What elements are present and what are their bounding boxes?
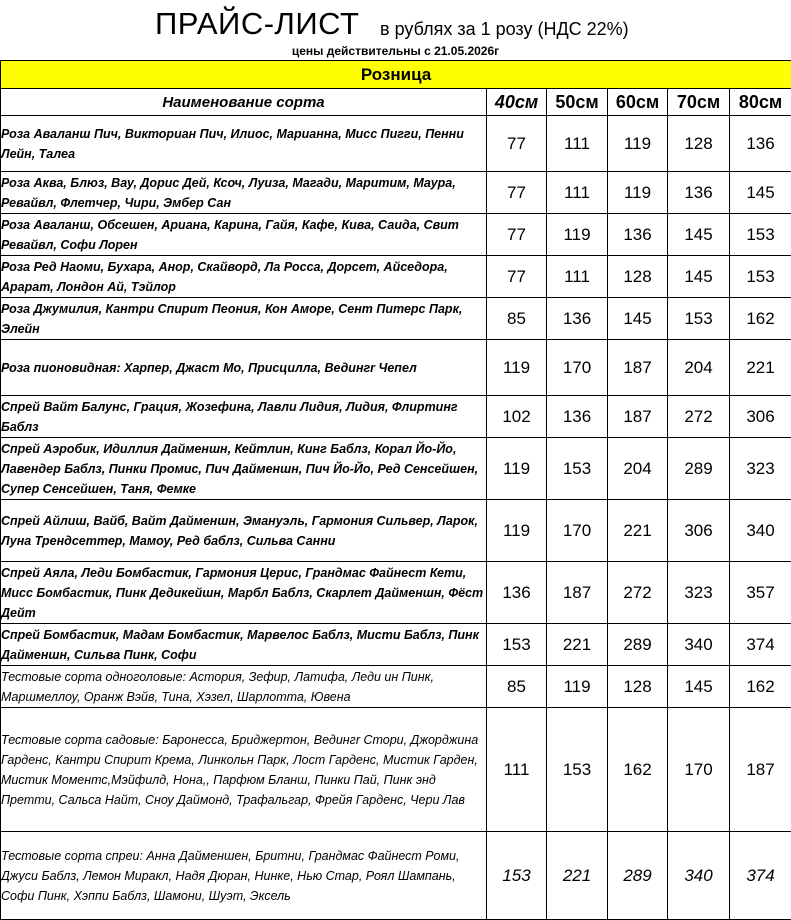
table-row: [1, 172, 791, 214]
variety-name: Спрей Айлиш, Вайб, Вайт Дайменшн, Эмануэль, Гармония Сильвер, Ларок, Луна Трендсеттер, Мамоу, Ред баблз, Сильва Санни: [1, 500, 487, 562]
price-cell: 77: [487, 214, 547, 256]
price-cell: 187: [730, 708, 791, 832]
price-cell: 221: [730, 340, 791, 396]
price-cell: 153: [668, 298, 730, 340]
column-header-size: 60см: [608, 89, 668, 116]
price-cell: 153: [487, 624, 547, 666]
column-header-size: 70см: [668, 89, 730, 116]
price-cell: 204: [668, 340, 730, 396]
table-row: [1, 832, 791, 920]
price-cell: 153: [730, 214, 791, 256]
price-cell: 170: [547, 340, 608, 396]
price-cell: 119: [608, 116, 668, 172]
price-cell: 136: [668, 172, 730, 214]
validity-note: цены действительны с 21.05.2026г: [0, 44, 791, 58]
price-cell: 357: [730, 562, 791, 624]
price-cell: 272: [668, 396, 730, 438]
price-cell: 102: [487, 396, 547, 438]
table-row: [1, 500, 791, 562]
section-title: Розница: [1, 61, 791, 89]
price-cell: 77: [487, 172, 547, 214]
price-cell: 162: [730, 298, 791, 340]
price-cell: 187: [608, 396, 668, 438]
price-cell: 306: [730, 396, 791, 438]
variety-name: Спрей Аяла, Леди Бомбастик, Гармония Церис, Грандмас Файнест Кети, Мисс Бомбастик, Пинк Дедикейшн, Марбл Баблз, Скарлет Дайменшн, Фёст Дейт: [1, 562, 487, 624]
price-cell: 119: [487, 340, 547, 396]
table-row: [1, 438, 791, 500]
price-cell: 119: [608, 172, 668, 214]
table-row: [1, 666, 791, 708]
price-cell: 153: [547, 708, 608, 832]
table-row: [1, 340, 791, 396]
price-cell: 111: [547, 116, 608, 172]
price-cell: 136: [547, 298, 608, 340]
variety-name: Тестовые сорта садовые: Баронесса, Бриджертон, Ведингr Стори, Джорджина Гарденс, Кантри Спирит Крема, Линкольн Парк, Лост Гарденс, Мистик Гарден, Мистик Моментс,Мэйфилд, Нона,, Парфюм Бланш, Пинки Пай, Пинк энд Претти, Сальса Найт, Сноу Даймонд, Трафальгар, Фрейя Гарденс, Чери Лав: [1, 708, 487, 832]
price-cell: 128: [608, 256, 668, 298]
price-cell: 136: [547, 396, 608, 438]
currency-note: в рублях за 1 розу (НДС 22%): [380, 19, 629, 40]
price-cell: 170: [547, 500, 608, 562]
price-cell: 374: [730, 624, 791, 666]
variety-name: Роза Аваланш Пич, Викториан Пич, Илиос, Марианна, Мисс Пигги, Пенни Лейн, Талеа: [1, 116, 487, 172]
price-cell: 145: [668, 256, 730, 298]
price-table: [0, 60, 791, 920]
price-cell: 340: [668, 832, 730, 920]
price-cell: 162: [608, 708, 668, 832]
table-row: [1, 396, 791, 438]
price-cell: 289: [608, 624, 668, 666]
price-cell: 77: [487, 256, 547, 298]
price-cell: 289: [668, 438, 730, 500]
table-row: [1, 298, 791, 340]
price-cell: 85: [487, 298, 547, 340]
price-cell: 289: [608, 832, 668, 920]
variety-name: Роза Ред Наоми, Бухара, Анор, Скайворд, Ла Росса, Дорсет, Айседора, Арарат, Лондон Ай, Тэйлор: [1, 256, 487, 298]
price-cell: 204: [608, 438, 668, 500]
table-row: [1, 624, 791, 666]
price-cell: 374: [730, 832, 791, 920]
price-cell: 128: [608, 666, 668, 708]
price-cell: 77: [487, 116, 547, 172]
variety-name: Роза пионовидная: Харпер, Джаст Мо, Присцилла, Ведингr Чепел: [1, 340, 487, 396]
price-cell: 323: [730, 438, 791, 500]
price-cell: 187: [547, 562, 608, 624]
section-header-row: [1, 61, 791, 89]
price-cell: 170: [668, 708, 730, 832]
price-cell: 145: [608, 298, 668, 340]
price-cell: 136: [730, 116, 791, 172]
variety-name: Спрей Бомбастик, Мадам Бомбастик, Марвелос Баблз, Мисти Баблз, Пинк Дайменшн, Сильва Пинк, Софи: [1, 624, 487, 666]
price-cell: 153: [547, 438, 608, 500]
page-title: ПРАЙС-ЛИСТ: [155, 6, 359, 42]
column-header-size: 50см: [547, 89, 608, 116]
price-cell: 221: [547, 624, 608, 666]
variety-name: Роза Аква, Блюз, Вау, Дорис Дей, Ксоч, Луиза, Магади, Маритим, Маура, Ревайвл, Флетчер, Чири, Эмбер Сан: [1, 172, 487, 214]
price-cell: 128: [668, 116, 730, 172]
variety-name: Роза Аваланш, Обсешен, Ариана, Карина, Гайя, Кафе, Кива, Саида, Свит Ревайвл, Софи Лорен: [1, 214, 487, 256]
price-cell: 162: [730, 666, 791, 708]
price-cell: 187: [608, 340, 668, 396]
column-header-name: Наименование сорта: [1, 89, 487, 116]
price-cell: 340: [668, 624, 730, 666]
price-cell: 136: [487, 562, 547, 624]
price-cell: 111: [487, 708, 547, 832]
price-cell: 85: [487, 666, 547, 708]
table-row: [1, 214, 791, 256]
price-cell: 145: [668, 666, 730, 708]
price-cell: 221: [547, 832, 608, 920]
price-cell: 111: [547, 172, 608, 214]
price-cell: 136: [608, 214, 668, 256]
variety-name: Тестовые сорта одноголовые: Астория, Зефир, Латифа, Леди ин Пинк, Маршмеллоу, Оранж Вэйв, Тина, Хэзел, Шарлотта, Ювена: [1, 666, 487, 708]
column-header-row: [1, 89, 791, 116]
table-row: [1, 708, 791, 832]
table-row: [1, 116, 791, 172]
price-cell: 153: [487, 832, 547, 920]
price-cell: 145: [668, 214, 730, 256]
price-cell: 221: [608, 500, 668, 562]
price-cell: 111: [547, 256, 608, 298]
price-cell: 153: [730, 256, 791, 298]
variety-name: Тестовые сорта спреи: Анна Дайменшен, Бритни, Грандмас Файнест Роми, Джуси Баблз, Лемон Миракл, Надя Дюран, Нинке, Нью Стар, Роял Шампань, Софи Пинк, Хэппи Баблз, Шамони, Шуэт, Эксель: [1, 832, 487, 920]
table-row: [1, 562, 791, 624]
price-cell: 119: [487, 500, 547, 562]
column-header-size: 80см: [730, 89, 791, 116]
price-cell: 323: [668, 562, 730, 624]
price-list-header: [0, 0, 791, 60]
price-cell: 119: [487, 438, 547, 500]
table-row: [1, 256, 791, 298]
price-cell: 119: [547, 666, 608, 708]
price-cell: 145: [730, 172, 791, 214]
price-cell: 119: [547, 214, 608, 256]
price-cell: 306: [668, 500, 730, 562]
price-cell: 272: [608, 562, 668, 624]
variety-name: Спрей Аэробик, Идиллия Дайменшн, Кейтлин, Кинг Баблз, Корал Йо-Йо, Лавендер Баблз, Пинки Промис, Пич Дайменшн, Пич Йо-Йо, Ред Сенсейшен, Супер Сенсейшен, Таня, Фемке: [1, 438, 487, 500]
variety-name: Спрей Вайт Балунс, Грация, Жозефина, Лавли Лидия, Лидия, Флиртинг Баблз: [1, 396, 487, 438]
column-header-size: 40см: [487, 89, 547, 116]
price-cell: 340: [730, 500, 791, 562]
variety-name: Роза Джумилия, Кантри Спирит Пеония, Кон Аморе, Сент Питерс Парк, Элейн: [1, 298, 487, 340]
